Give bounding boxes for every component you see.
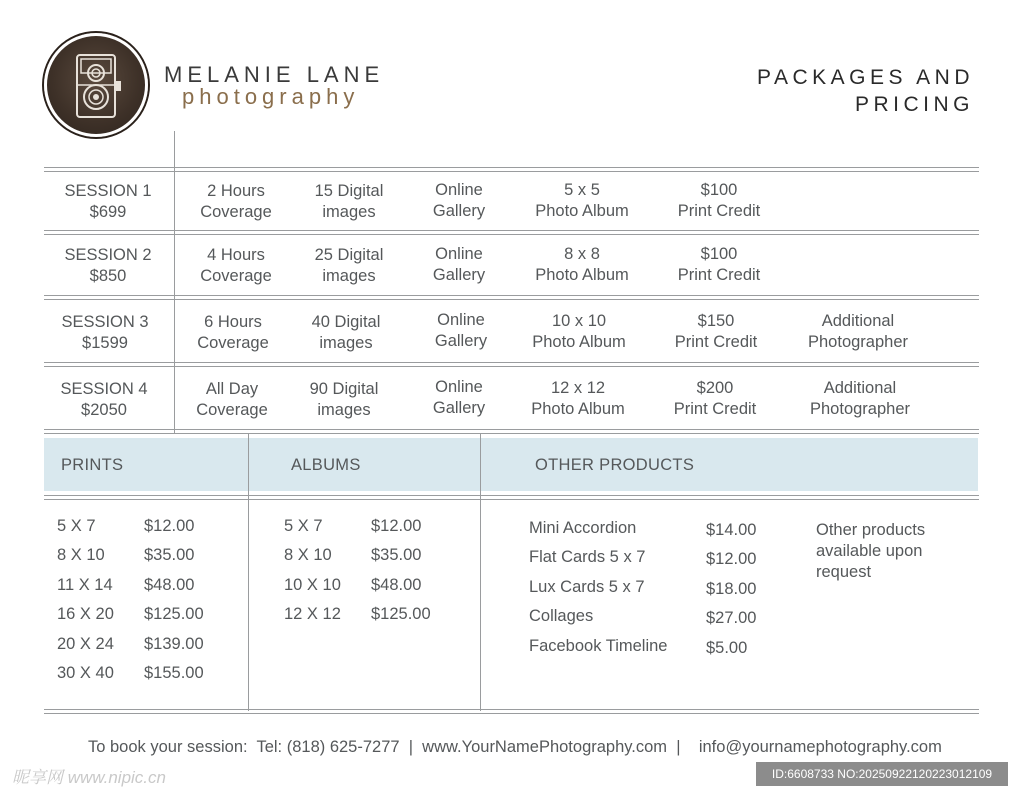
product-name: Facebook Timeline (529, 637, 668, 655)
session-coverage: 2 Hours Coverage (200, 182, 272, 221)
table-rule (44, 295, 979, 300)
brand-name: MELANIE LANE (164, 62, 385, 87)
album-size: 5 X 7 (284, 517, 323, 535)
album-size: 12 X 12 (284, 605, 341, 623)
booking-contact-footer: To book your session: Tel: (818) 625-7277 | www.YourNamePhotography.com | info@yournamephotography.com (88, 738, 942, 756)
session-price: $2050 (81, 401, 127, 419)
album-price: $125.00 (371, 605, 431, 623)
column-divider (248, 433, 249, 711)
watermark-id: ID:6608733 NO:20250922120223012109 (756, 762, 1008, 786)
print-size: 16 X 20 (57, 605, 114, 623)
print-size: 8 X 10 (57, 546, 105, 564)
albums-heading: ALBUMS (291, 456, 361, 474)
print-price: $12.00 (144, 517, 195, 535)
session-album: 5 x 5 Photo Album (535, 181, 629, 220)
table-rule (44, 429, 979, 434)
session-images: 90 Digital images (309, 380, 379, 419)
session-album: 8 x 8 Photo Album (535, 245, 629, 284)
session-album: 12 x 12 Photo Album (531, 379, 625, 418)
product-price: $18.00 (706, 580, 757, 598)
album-price: $48.00 (371, 576, 422, 594)
session-coverage: 6 Hours Coverage (197, 313, 269, 352)
session-gallery: Online Gallery (432, 378, 486, 417)
product-price: $14.00 (706, 521, 757, 539)
session-gallery: Online Gallery (434, 311, 488, 350)
table-rule (44, 495, 979, 500)
session-images: 25 Digital images (314, 246, 384, 285)
album-size: 8 X 10 (284, 546, 332, 564)
session-coverage: 4 Hours Coverage (200, 246, 272, 285)
product-name: Lux Cards 5 x 7 (529, 578, 645, 596)
session-name: SESSION 4 (60, 380, 148, 398)
product-price: $12.00 (706, 550, 757, 568)
category-header-band (44, 438, 978, 491)
page-title (674, 64, 974, 118)
session-name-price (40, 312, 170, 354)
table-rule (44, 230, 979, 235)
session-print-credit: $200 Print Credit (673, 379, 757, 418)
session-print-credit: $100 Print Credit (677, 181, 761, 220)
session-name-price (40, 379, 168, 421)
session-name-price (44, 245, 172, 287)
camera-icon (44, 33, 148, 137)
session-coverage: All Day Coverage (196, 380, 268, 419)
session-name: SESSION 3 (61, 313, 149, 331)
watermark-left: 昵享网 www.nipic.cn (12, 768, 166, 787)
album-price: $35.00 (371, 546, 422, 564)
table-rule (44, 362, 979, 367)
session-gallery: Online Gallery (432, 181, 486, 220)
brand-subtitle: photography (182, 84, 360, 109)
session-price: $699 (89, 203, 127, 221)
page-title-line-1: PACKAGES AND (757, 66, 974, 89)
product-name: Mini Accordion (529, 519, 637, 537)
print-price: $125.00 (144, 605, 204, 623)
column-divider (480, 433, 481, 711)
session-print-credit: $100 Print Credit (677, 245, 761, 284)
session-album: 10 x 10 Photo Album (532, 312, 626, 351)
table-rule (44, 167, 979, 172)
session-gallery: Online Gallery (432, 245, 486, 284)
session-print-credit: $150 Print Credit (674, 312, 758, 351)
prints-heading: PRINTS (61, 456, 124, 474)
print-size: 30 X 40 (57, 664, 114, 682)
table-rule (44, 709, 979, 714)
print-size: 5 X 7 (57, 517, 96, 535)
camera-logo (44, 33, 148, 137)
session-name: SESSION 1 (64, 182, 152, 200)
album-price: $12.00 (371, 517, 422, 535)
print-price: $139.00 (144, 635, 204, 653)
session-extra: Additional Photographer (808, 312, 908, 351)
session-divider (174, 131, 175, 433)
print-size: 20 X 24 (57, 635, 114, 653)
other-products-heading: OTHER PRODUCTS (535, 456, 695, 474)
product-name: Collages (529, 607, 594, 625)
session-images: 15 Digital images (314, 182, 384, 221)
session-extra: Additional Photographer (810, 379, 910, 418)
print-price: $155.00 (144, 664, 204, 682)
product-name: Flat Cards 5 x 7 (529, 548, 646, 566)
product-price: $5.00 (706, 639, 748, 657)
page-title-line-2: PRICING (854, 93, 974, 116)
print-price: $48.00 (144, 576, 195, 594)
print-price: $35.00 (144, 546, 195, 564)
print-size: 11 X 14 (57, 576, 113, 594)
session-name: SESSION 2 (64, 246, 152, 264)
session-images: 40 Digital images (311, 313, 381, 352)
other-products-note: Other products available upon request (816, 521, 926, 581)
album-size: 10 X 10 (284, 576, 341, 594)
session-price: $1599 (82, 334, 128, 352)
session-price: $850 (89, 267, 127, 285)
product-price: $27.00 (706, 609, 757, 627)
session-name-price (44, 181, 172, 223)
